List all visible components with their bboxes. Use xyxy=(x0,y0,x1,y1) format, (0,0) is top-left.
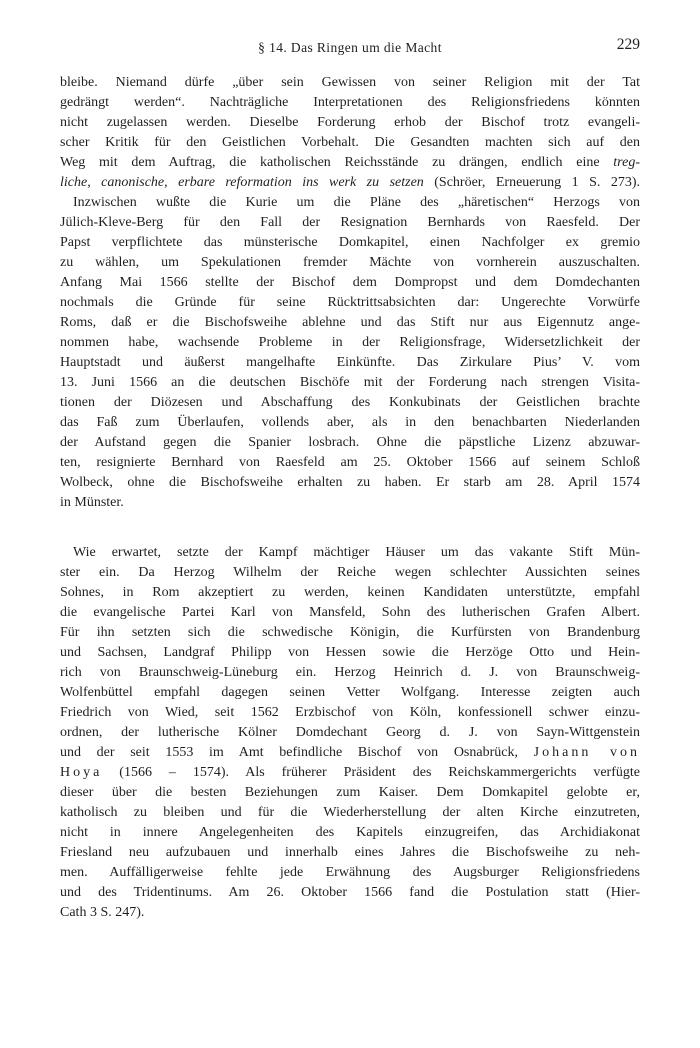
text-line xyxy=(60,543,640,563)
text-line xyxy=(60,663,640,683)
text-segment: gedrängt werden“. Nachträgliche Interpretationen des Religionsfriedens könnten xyxy=(60,95,640,110)
text-segment: dieser über die besten Beziehungen zum Kaiser. Dem Domkapitel gelobte er, xyxy=(60,785,640,800)
text-segment: in Münster. xyxy=(60,495,124,510)
text-segment: Johann von xyxy=(533,745,640,760)
text-segment: nochmals die Gründe für seine Rücktrittsabsichten dar: Ungerechte Vorwürfe xyxy=(60,295,640,310)
text-segment: Friesland neu aufzubauen und innerhalb eines Jahres die Bischofsweihe zu neh- xyxy=(60,845,640,860)
text-segment: katholisch zu bleiben und für die Wiederherstellung der alten Kirche einzutreten, xyxy=(60,805,640,820)
text-line xyxy=(60,563,640,583)
paragraph xyxy=(60,193,640,513)
text-line xyxy=(60,173,640,193)
text-line xyxy=(60,233,640,253)
text-segment: und des Tridentinums. Am 26. Oktober 1566 fand die Postulation statt (Hier- xyxy=(60,885,640,900)
text-segment: und Sachsen, Landgraf Philipp von Hessen sowie die Herzöge Otto und Hein- xyxy=(60,645,640,660)
text-segment: men. Auffälligerweise fehlte jede Erwähnung des Augsburger Religionsfriedens xyxy=(60,865,640,880)
text-line xyxy=(60,493,640,513)
text-segment: rich von Braunschweig-Lüneburg ein. Herzog Heinrich d. J. von Braunschweig- xyxy=(60,665,640,680)
text-line xyxy=(60,133,640,153)
text-line xyxy=(60,763,640,783)
page-number: 229 xyxy=(616,36,640,53)
text-segment: Roms, daß er die Bischofsweihe ablehne und das Stift nur aus Eigennutz ange- xyxy=(60,315,640,330)
text-segment: Inzwischen wußte die Kurie um die Pläne des „häretischen“ Herzogs von xyxy=(73,195,640,210)
text-segment: die evangelische Partei Karl von Mansfeld, Sohn des lutherischen Grafen Albert. xyxy=(60,605,640,620)
text-segment: Papst verpflichtete das münsterische Domkapitel, einen Nachfolger ex gremio xyxy=(60,235,640,250)
text-line xyxy=(60,333,640,353)
text-line xyxy=(60,723,640,743)
text-line xyxy=(60,843,640,863)
text-segment: Wolfenbüttel empfahl dagegen seinen Vetter Wolfgang. Interesse zeigten auch xyxy=(60,685,640,700)
paragraph xyxy=(60,73,640,193)
text-segment: treg- xyxy=(613,155,640,170)
text-segment: der Aufstand gegen die Spanier losbrach. Ohne die päpstliche Lizenz abzuwar- xyxy=(60,435,640,450)
text-line xyxy=(60,903,640,923)
text-line xyxy=(60,683,640,703)
text-line xyxy=(60,253,640,273)
text-segment: nicht in innere Angelegenheiten des Kapitels einzugreifen, das Archidiakonat xyxy=(60,825,640,840)
text-line xyxy=(60,433,640,453)
text-line xyxy=(60,583,640,603)
text-line xyxy=(60,603,640,623)
text-segment: Cath 3 S. 247). xyxy=(60,905,145,920)
text-segment: (Schröer, Erneuerung 1 S. 273). xyxy=(423,175,640,190)
text-line xyxy=(60,293,640,313)
text-line xyxy=(60,863,640,883)
text-line xyxy=(60,373,640,393)
text-line xyxy=(60,413,640,433)
text-line xyxy=(60,623,640,643)
text-line xyxy=(60,313,640,333)
text-segment: ordnen, der lutherische Kölner Domdechant Georg d. J. von Sayn-Wittgenstein xyxy=(60,725,640,740)
text-segment: scher Kritik für den Geistlichen Vorbehalt. Die Gesandten machten sich auf den xyxy=(60,135,640,150)
text-segment: nicht zugelassen werden. Dieselbe Forderung erhob der Bischof trotz evangeli- xyxy=(60,115,640,130)
text-line xyxy=(60,153,640,173)
text-line xyxy=(60,703,640,723)
text-segment: tionen der Diözesen und Abschaffung des Konkubinats der Geistlichen brachte xyxy=(60,395,640,410)
text-segment: Für ihn setzten sich die schwedische Königin, die Kurfürsten von Brandenburg xyxy=(60,625,640,640)
text-line xyxy=(60,643,640,663)
text-line xyxy=(60,453,640,473)
text-segment: Hoya xyxy=(60,765,103,780)
text-segment: Sohnes, in Rom akzeptiert zu werden, keinen Kandidaten unterstützte, empfahl xyxy=(60,585,640,600)
page-body xyxy=(60,73,640,923)
text-line xyxy=(60,213,640,233)
text-line xyxy=(60,73,640,93)
text-line xyxy=(60,393,640,413)
text-segment: Jülich-Kleve-Berg für den Fall der Resignation Bernhards von Raesfeld. Der xyxy=(60,215,640,230)
running-title: § 14. Das Ringen um die Macht xyxy=(258,40,442,55)
text-segment: liche, canonische, erbare reformation ins werk zu setzen xyxy=(60,175,424,190)
text-segment: Wie erwartet, setzte der Kampf mächtiger Häuser um das vakante Stift Mün- xyxy=(73,545,640,560)
text-segment: Wolbeck, ohne die Bischofsweihe erhalten zu haben. Er starb am 28. April 1574 xyxy=(60,475,640,490)
text-line xyxy=(60,823,640,843)
text-segment: nommen habe, wachsende Probleme in der Religionsfrage, Widersetzlichkeit der xyxy=(60,335,640,350)
text-segment: Hauptstadt und äußerst mangelhafte Einkünfte. Das Zirkulare Pius’ V. vom xyxy=(60,355,640,370)
text-segment: bleibe. Niemand dürfe „über sein Gewissen von seiner Religion mit der Tat xyxy=(60,75,640,90)
text-line xyxy=(60,743,640,763)
text-segment: (1566 – 1574). Als früherer Präsident des Reichskammergerichts verfügte xyxy=(102,765,640,780)
text-line xyxy=(60,273,640,293)
page-header xyxy=(60,38,640,58)
text-line xyxy=(60,113,640,133)
text-line xyxy=(60,93,640,113)
text-line xyxy=(60,783,640,803)
text-segment: zu wählen, um Spekulationen fremder Mächte von vornherein auszuschalten. xyxy=(60,255,640,270)
text-segment: ster ein. Da Herzog Wilhelm der Reiche wegen schlechter Aussichten seines xyxy=(60,565,640,580)
text-line xyxy=(60,803,640,823)
text-segment: ten, resignierte Bernhard von Raesfeld am 25. Oktober 1566 auf seinem Schloß xyxy=(60,455,640,470)
text-segment: das Faß zum Überlaufen, vollends aber, als in den benachbarten Niederlanden xyxy=(60,415,640,430)
text-line xyxy=(60,193,640,213)
text-segment: Anfang Mai 1566 stellte der Bischof dem Dompropst und dem Domdechanten xyxy=(60,275,640,290)
text-segment: 13. Juni 1566 an die deutschen Bischöfe mit der Forderung nach strengen Visita- xyxy=(60,375,640,390)
text-segment: und der seit 1553 im Amt befindliche Bischof von Osnabrück, xyxy=(60,745,534,760)
book-page xyxy=(60,0,640,923)
paragraph xyxy=(60,543,640,923)
text-segment: Friedrich von Wied, seit 1562 Erzbischof von Köln, konfessionell schwer einzu- xyxy=(60,705,640,720)
text-line xyxy=(60,473,640,493)
text-segment: Weg mit dem Auftrag, die katholischen Reichsstände zu drängen, endlich eine xyxy=(60,155,614,170)
text-line xyxy=(60,883,640,903)
text-line xyxy=(60,353,640,373)
